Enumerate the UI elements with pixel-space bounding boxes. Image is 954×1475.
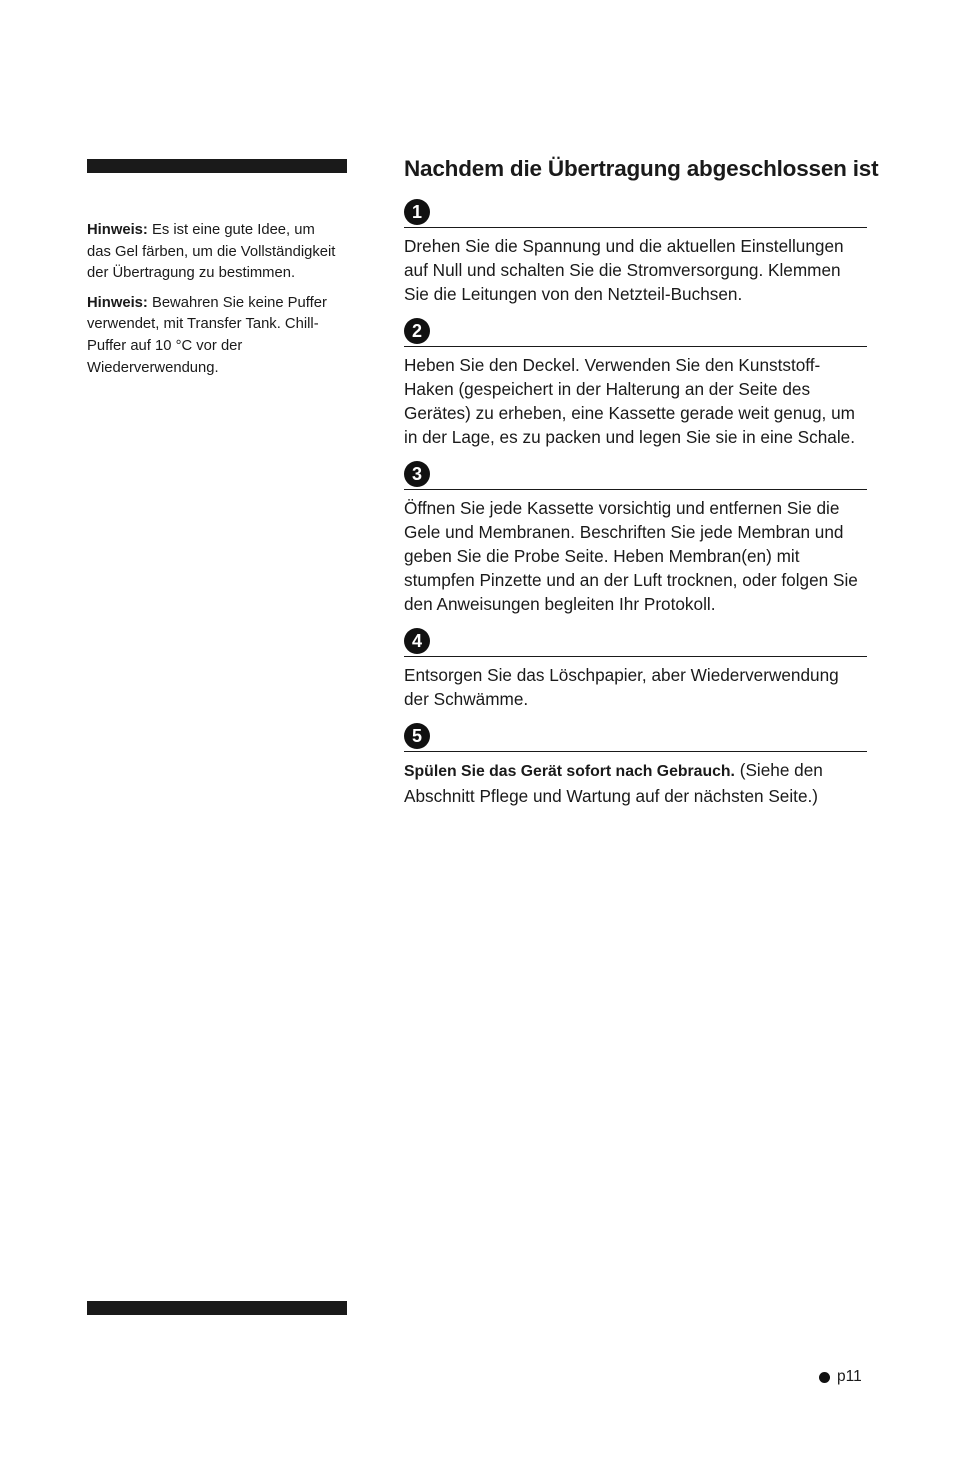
- page-number: [819, 1368, 862, 1386]
- step-5-header: [404, 721, 867, 752]
- note-1: [87, 220, 337, 285]
- note-2-label: Hinweis:: [87, 294, 148, 311]
- step-2-header: [404, 316, 867, 347]
- step-5-bold-text: Spülen Sie das Gerät sofort nach Gebrauch.: [404, 763, 735, 780]
- step-4-header: [404, 626, 867, 657]
- main-content: [404, 154, 879, 818]
- bullet-dot-icon: [819, 1372, 830, 1383]
- step-1-header: [404, 197, 867, 228]
- note-1-label: Hinweis:: [87, 222, 148, 238]
- step-number-1: 1: [404, 199, 430, 225]
- step-5-text: [404, 758, 867, 808]
- page-title: Nachdem die Übertragung abgeschlossen ist: [404, 156, 879, 181]
- step-5-rest-text: (Siehe den Abschnitt Pflege und Wartung auf der nächsten Seite.): [404, 760, 823, 806]
- step-3-header: [404, 459, 867, 490]
- step-number-2: 2: [404, 318, 430, 344]
- step-1-text: Drehen Sie die Spannung und die aktuellen Einstellungen auf Null und schalten Sie die Stromversorgung. Klemmen Sie die Leitungen von den Netzteil-Buchsen.: [404, 236, 844, 304]
- bottom-rule-bar: [87, 1301, 347, 1315]
- step-number-3: 3: [404, 461, 430, 487]
- note-2-text: Bewahren Sie keine Puffer verwendet, mit Transfer Tank. Chill-Puffer auf 10 °C vor der Wiederverwendung.: [87, 294, 327, 376]
- note-2: [87, 293, 337, 379]
- step-4-text: Entsorgen Sie das Löschpapier, aber Wiederverwendung der Schwämme.: [404, 665, 839, 709]
- page-number-label: p11: [837, 1368, 862, 1385]
- step-2-text: Heben Sie den Deckel. Verwenden Sie den Kunststoff-Haken (gespeichert in der Halterung an der Seite des Gerätes) zu erheben, eine Kassette gerade weit genug, um in der Lage, es zu packen und legen Sie sie in eine Schale.: [404, 355, 856, 447]
- sidebar-notes: [87, 220, 337, 387]
- note-1-text: Es ist eine gute Idee, um das Gel färben, um die Vollständigkeit der Übertragung zu bestimmen.: [87, 222, 336, 282]
- step-number-4: 4: [404, 628, 430, 654]
- step-3-text: Öffnen Sie jede Kassette vorsichtig und entfernen Sie die Gele und Membranen. Beschriften Sie jede Membran und geben Sie die Probe Seite. Heben Membran(en) mit stumpfen Pinzette und an der Luft trocknen, oder folgen Sie den Anweisungen begleiten Ihr Protokoll.: [404, 498, 858, 614]
- step-number-5: 5: [404, 723, 430, 749]
- top-rule-bar: [87, 159, 347, 173]
